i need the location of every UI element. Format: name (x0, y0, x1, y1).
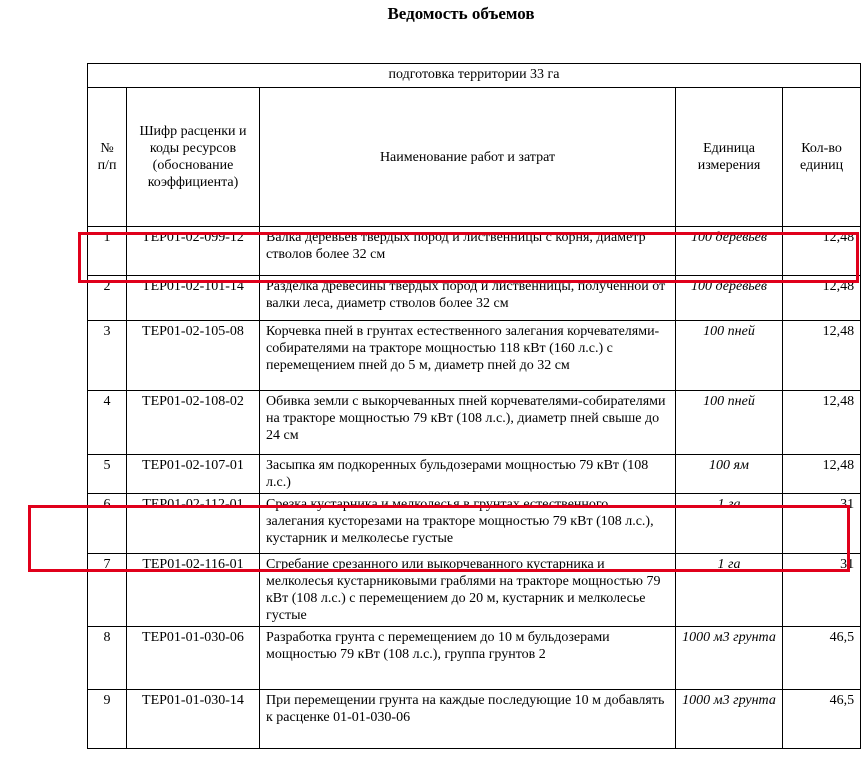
unit-of-measure: 100 ям (676, 455, 783, 494)
rate-code: ТЕР01-02-107-01 (127, 455, 260, 494)
quantity: 12,48 (783, 227, 861, 276)
work-name: Обивка земли с выкорчеванных пней корчевателями-собирателями на тракторе мощностью 79 кВт (108 л.с.), диаметр пней свыше до 24 см (260, 391, 676, 455)
table-row (88, 690, 861, 749)
quantity: 12,48 (783, 276, 861, 321)
quantity: 46,5 (783, 690, 861, 749)
work-name: Срезка кустарника и мелколесья в грунтах естественного залегания кусторезами на тракторе мощностью 79 кВт (108 л.с.), кустарник и мелколесье густые (260, 494, 676, 554)
unit-of-measure: 1000 м3 грунта (676, 627, 783, 690)
row-number: 8 (88, 627, 127, 690)
rate-code: ТЕР01-02-108-02 (127, 391, 260, 455)
quantity: 31 (783, 554, 861, 627)
header-code: Шифр расценки и коды ресурсов (обоснование коэффициента) (127, 88, 260, 227)
quantity: 46,5 (783, 627, 861, 690)
work-name: Разделка древесины твердых пород и лиственницы, полученной от валки леса, диаметр стволов более 32 см (260, 276, 676, 321)
quantity: 12,48 (783, 391, 861, 455)
row-number: 4 (88, 391, 127, 455)
header-unit: Единица измерения (676, 88, 783, 227)
unit-of-measure: 100 деревьев (676, 227, 783, 276)
table-row (88, 227, 861, 276)
unit-of-measure: 1000 м3 грунта (676, 690, 783, 749)
rate-code: ТЕР01-02-101-14 (127, 276, 260, 321)
work-name: Корчевка пней в грунтах естественного залегания корчевателями-собирателями на тракторе мощностью 118 кВт (160 л.с.) с перемещением пней до 5 м, диаметр пней до 32 см (260, 321, 676, 391)
row-number: 2 (88, 276, 127, 321)
document-title: Ведомость объемов (387, 4, 535, 23)
rate-code: ТЕР01-01-030-14 (127, 690, 260, 749)
header-qty: Кол-во единиц (783, 88, 861, 227)
row-number: 3 (88, 321, 127, 391)
row-number: 7 (88, 554, 127, 627)
rate-code: ТЕР01-02-112-01 (127, 494, 260, 554)
unit-of-measure: 100 пней (676, 391, 783, 455)
rate-code: ТЕР01-01-030-06 (127, 627, 260, 690)
row-number: 5 (88, 455, 127, 494)
rate-code: ТЕР01-02-099-12 (127, 227, 260, 276)
row-number: 6 (88, 494, 127, 554)
table-row (88, 627, 861, 690)
header-name: Наименование работ и затрат (260, 88, 676, 227)
volume-table (87, 63, 861, 749)
row-number: 9 (88, 690, 127, 749)
rate-code: ТЕР01-02-105-08 (127, 321, 260, 391)
work-name: При перемещении грунта на каждые последующие 10 м добавлять к расценке 01-01-030-06 (260, 690, 676, 749)
table-row (88, 494, 861, 554)
header-row (88, 88, 861, 227)
table-row (88, 554, 861, 627)
work-name: Валка деревьев твердых пород и лиственницы с корня, диаметр стволов более 32 см (260, 227, 676, 276)
quantity: 12,48 (783, 321, 861, 391)
work-name: Сгребание срезанного или выкорчеванного кустарника и мелколесья кустарниковыми граблями на тракторе мощностью 79 кВт (108 л.с.) с перемещением до 20 м, кустарник и мелколесье густые (260, 554, 676, 627)
quantity: 12,48 (783, 455, 861, 494)
table-row (88, 276, 861, 321)
unit-of-measure: 100 деревьев (676, 276, 783, 321)
rate-code: ТЕР01-02-116-01 (127, 554, 260, 627)
work-name: Засыпка ям подкоренных бульдозерами мощностью 79 кВт (108 л.с.) (260, 455, 676, 494)
unit-of-measure: 1 га (676, 554, 783, 627)
table-row (88, 391, 861, 455)
row-number: 1 (88, 227, 127, 276)
unit-of-measure: 1 га (676, 494, 783, 554)
quantity: 31 (783, 494, 861, 554)
table-row (88, 321, 861, 391)
unit-of-measure: 100 пней (676, 321, 783, 391)
header-num: № п/п (88, 88, 127, 227)
work-name: Разработка грунта с перемещением до 10 м бульдозерами мощностью 79 кВт (108 л.с.), группа грунтов 2 (260, 627, 676, 690)
section-label: подготовка территории 33 га (88, 64, 861, 88)
table-row (88, 455, 861, 494)
